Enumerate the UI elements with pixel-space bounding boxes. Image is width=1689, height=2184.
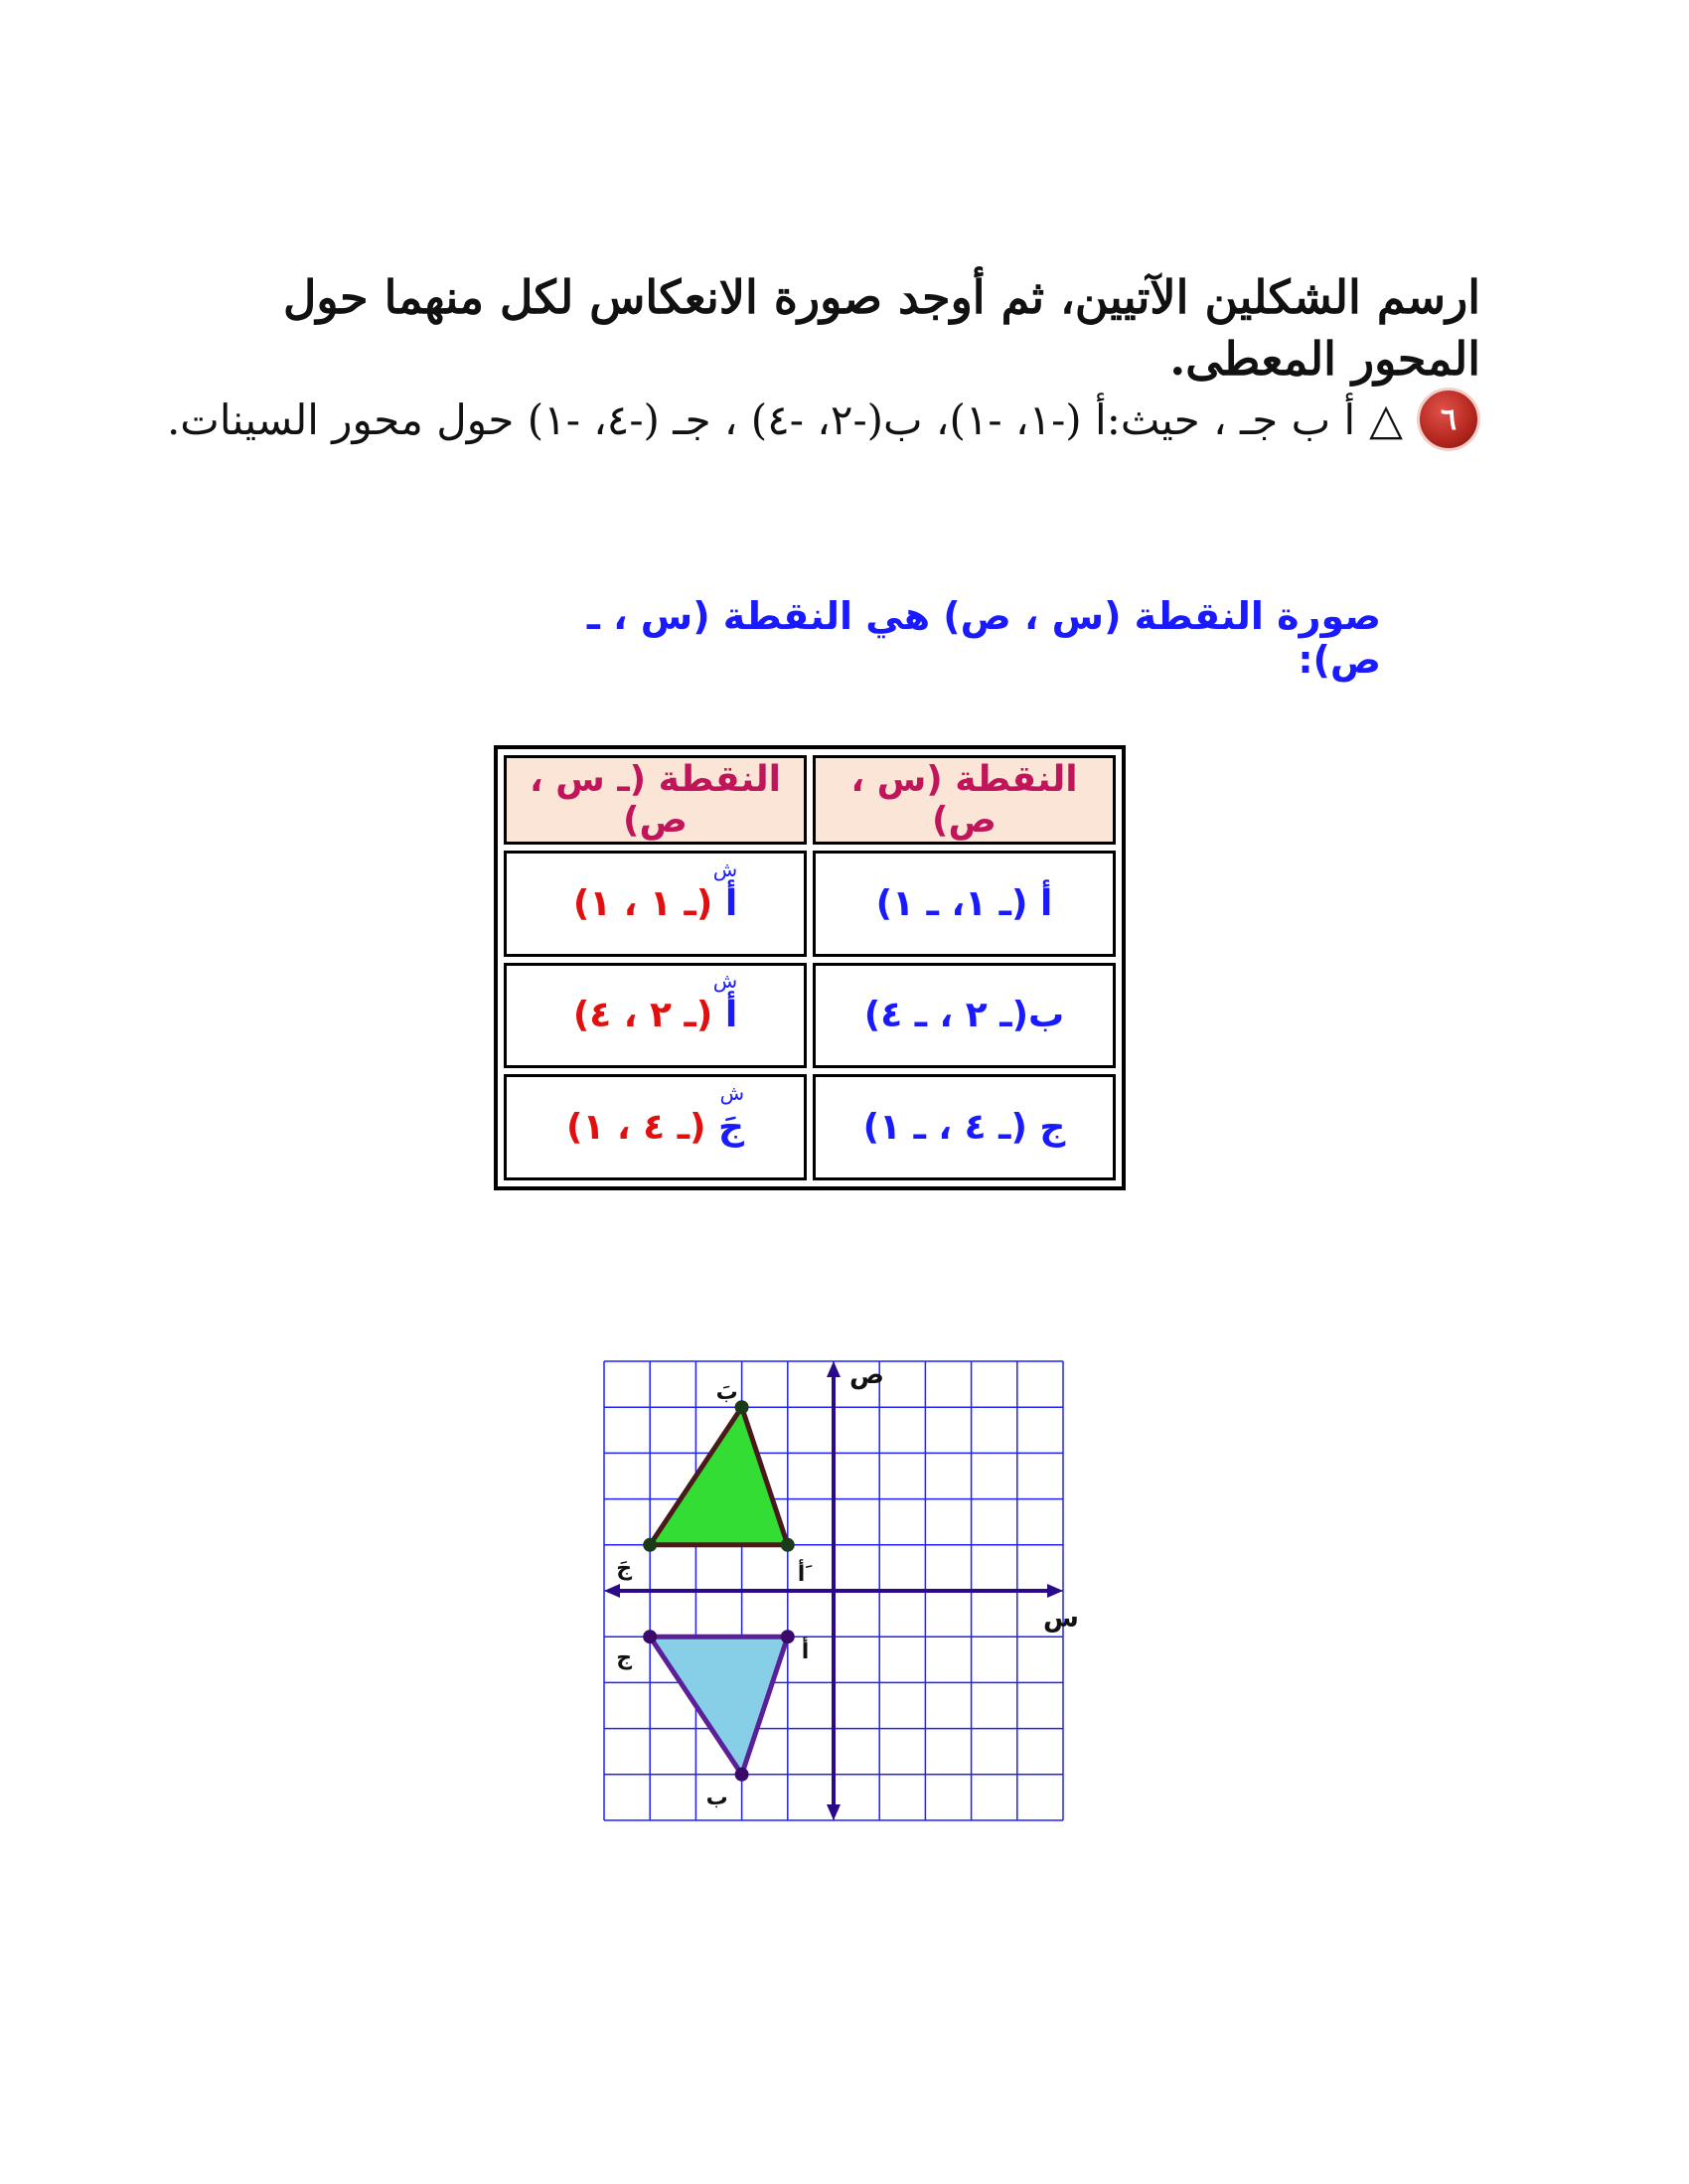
- image-mark: ش: [712, 857, 738, 881]
- image-point-cell: [504, 963, 807, 1069]
- image-letter: جَ: [718, 1107, 744, 1149]
- image-point-cell: [504, 1074, 807, 1180]
- image-mark: ش: [712, 969, 738, 994]
- vertex-point: [643, 1630, 657, 1643]
- reflection-rule: صورة النقطة (س ، ص) هي النقطة (س ، ـ ص):: [586, 594, 1381, 682]
- instruction-text: ارسم الشكلين الآتيين، ثم أوجد صورة الانعكاس لكل منهما حول المحور المعطى.: [282, 270, 1480, 386]
- vertex-point: [735, 1768, 749, 1782]
- vertex-label: بَ: [715, 1380, 738, 1406]
- triangle-icon: △: [1369, 393, 1403, 445]
- vertex-label: جَ: [616, 1555, 633, 1581]
- image-coords: (ـ ٤ ، ١): [566, 1107, 706, 1149]
- image-coords: (ـ ٢ ، ٤): [572, 995, 713, 1036]
- original-point-cell: ج (ـ ٤ ، ـ ١): [813, 1074, 1116, 1180]
- points-table-frame: [494, 745, 1126, 1190]
- image-coords: (ـ ١ ، ١): [572, 882, 713, 924]
- image-triangle: [650, 1407, 788, 1545]
- x-axis-arrow: [1047, 1584, 1063, 1598]
- table-header-row: [504, 755, 1116, 845]
- image-letter: أ: [724, 995, 738, 1036]
- vertex-point: [781, 1630, 795, 1643]
- image-point-name: [712, 857, 738, 924]
- y-axis-label: ص: [849, 1360, 884, 1390]
- vertex-point: [643, 1538, 657, 1552]
- y-axis-arrow: [827, 1361, 841, 1377]
- header-original-point: النقطة (س ، ص): [813, 755, 1116, 845]
- vertex-label: ب: [705, 1785, 728, 1810]
- table-row: [504, 851, 1116, 957]
- coordinate-graph: [604, 1360, 1079, 1820]
- header-image-point: النقطة (ـ س ، ص): [504, 755, 807, 845]
- problem-number-badge: ٦: [1417, 388, 1480, 451]
- x-axis-label: س: [1043, 1604, 1079, 1634]
- problem-text: أ ب جـ ، حيث:أ (-١، -١)، ب(-٢، -٤) ، جـ (-٤، -١) حول محور السينات.: [166, 394, 1356, 444]
- points-table: [498, 749, 1122, 1186]
- original-triangle: [650, 1637, 788, 1775]
- table-row: [504, 1074, 1116, 1180]
- vertex-point: [781, 1538, 795, 1552]
- x-axis-arrow: [604, 1584, 620, 1598]
- image-letter: أ: [724, 882, 738, 924]
- vertex-label: ج: [616, 1645, 633, 1671]
- y-axis-arrow: [827, 1804, 841, 1820]
- vertex-label: أ َ: [797, 1561, 813, 1587]
- original-point-cell: ب(ـ ٢ ، ـ ٤): [813, 963, 1116, 1069]
- image-point-name: [712, 969, 738, 1036]
- problem-statement: [139, 388, 1480, 451]
- image-point-name: [718, 1081, 744, 1149]
- table-row: [504, 963, 1116, 1069]
- image-mark: ش: [719, 1081, 744, 1106]
- image-point-cell: [504, 851, 807, 957]
- original-point-cell: أ (ـ ١، ـ ١): [813, 851, 1116, 957]
- vertex-label: أ: [801, 1639, 810, 1665]
